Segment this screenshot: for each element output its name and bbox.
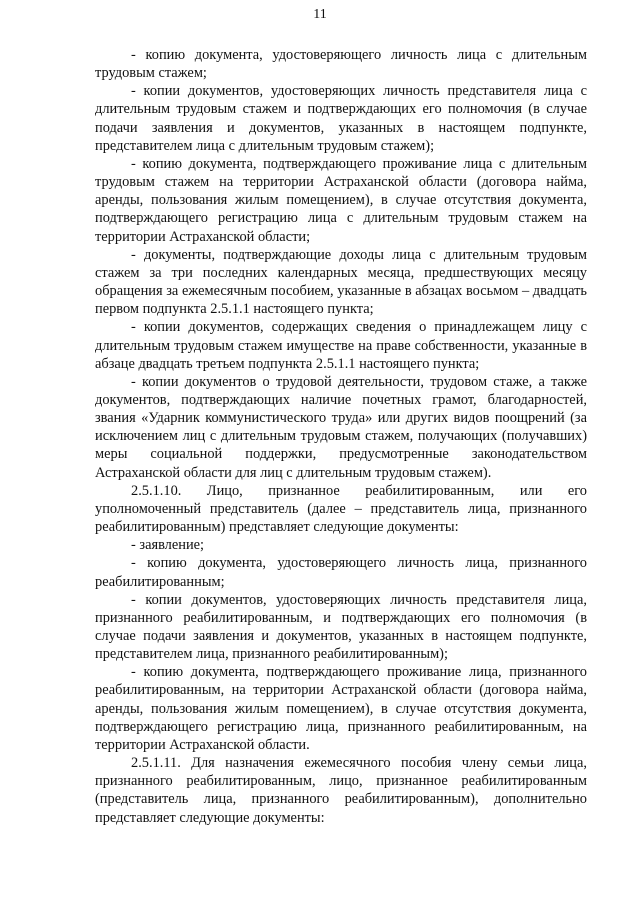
clause-2-5-1-11: 2.5.1.11. Для назначения ежемесячного пособия члену семьи лица, признанного реабилитированным, лицо, признанное реабилитированным (представитель лица, признанного реабилитированным), дополнительно представляет следующие документы: xyxy=(95,755,587,826)
list-item-representative-docs: - копии документов, удостоверяющих личность представителя лица с длительным трудовым стажем и подтверждающих его полномочия (в случае подачи заявления и документов, указанных в настоящем подпункте, представителем лица с длительным трудовым стажем); xyxy=(95,83,587,154)
list-item-rehabilitated-representative: - копии документов, удостоверяющих личность представителя лица, признанного реабилитированным, и подтверждающих его полномочия (в случае подачи заявления и документов, указанных в настоящем подпункте, представителем лица, признанного реабилитированным); xyxy=(95,591,587,663)
list-item-labor-docs: - копии документов о трудовой деятельности, трудовом стаже, а также документов, подтверждающих наличие почетных грамот, благодарностей, звания «Ударник коммунистического труда» или других видов поощрений (за исключением лиц с длительным трудовым стажем, получающих (получавших) меры социальной поддержки, предусмотренные законодательством Астраханской области для лиц с длительным трудовым стажем). xyxy=(95,373,587,481)
clause-2-5-1-10: 2.5.1.10. Лицо, признанное реабилитированным, или его уполномоченный представитель (далее – представитель лица, признанного реабилитированным) представляет следующие документы: xyxy=(95,482,587,536)
document-body xyxy=(95,46,587,827)
list-item-identity-copy: - копию документа, удостоверяющего личность лица с длительным трудовым стажем; xyxy=(95,47,587,82)
list-item-application: - заявление; xyxy=(131,537,205,554)
list-item-rehabilitated-identity: - копию документа, удостоверяющего личность лица, признанного реабилитированным; xyxy=(95,555,587,590)
list-item-rehabilitated-residence: - копию документа, подтверждающего проживание лица, признанного реабилитированным, на территории Астраханской области (договора найма, аренды, пользования жилым помещением), в случае отсутствия документа, подтверждающего регистрацию лица, признанного реабилитированным, на территории Астраханской области. xyxy=(95,664,587,753)
page-number: 11 xyxy=(313,7,327,22)
list-item-property-docs: - копии документов, содержащих сведения о принадлежащем лицу с длительным трудовым стажем имуществе на праве собственности, указанные в абзаце двадцать третьем подпункта 2.5.1.1 настоящего пункта; xyxy=(95,319,587,372)
list-item-income-docs: - документы, подтверждающие доходы лица с длительным трудовым стажем за три последних календарных месяца, предшествующих месяцу обращения за ежемесячным пособием, указанные в абзацах восьмом – двадцать первом подпункта 2.5.1.1 настоящего пункта; xyxy=(95,246,587,318)
list-item-residence-proof: - копию документа, подтверждающего проживание лица с длительным трудовым стажем на территории Астраханской области (договора найма, аренды, пользования жилым помещением), в случае отсутствия документа, подтверждающего регистрацию лица с длительным трудовым стажем на территории Астраханской области; xyxy=(95,155,587,245)
